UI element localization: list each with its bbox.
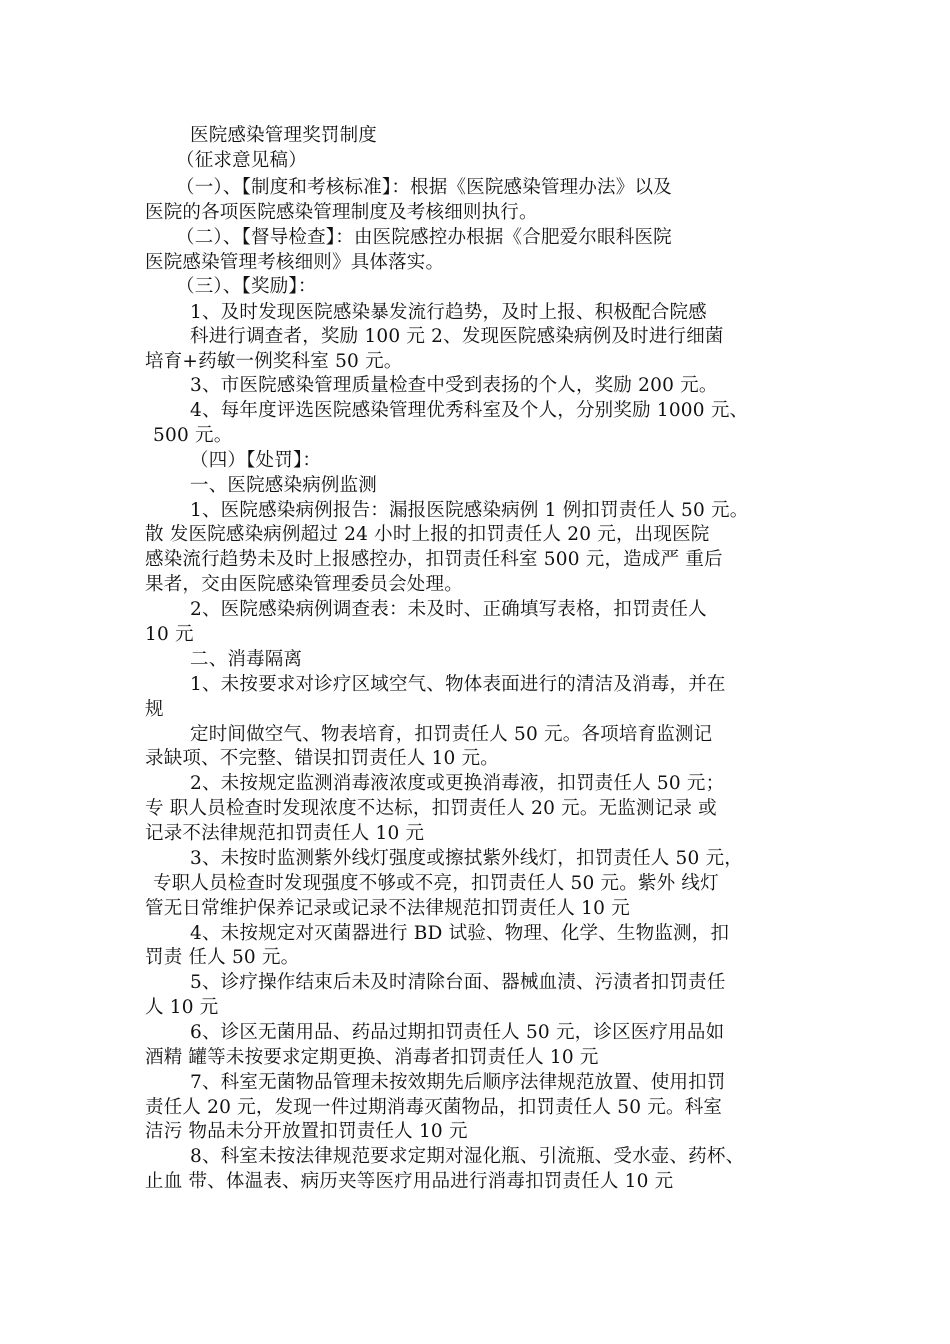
text-line: 3、市医院感染管理质量检查中受到表扬的个人，奖励 200 元。: [190, 375, 718, 396]
text-line: 7、科室无菌物品管理未按效期先后顺序法律规范放置、使用扣罚: [190, 1072, 726, 1093]
text-line: 录缺项、不完整、错误扣罚责任人 10 元。: [145, 748, 500, 769]
text-line: （四）【处罚】：: [190, 450, 322, 471]
text-line: 洁污 物品未分开放置扣罚责任人 10 元: [145, 1121, 468, 1142]
text-line: （二）、【督导检查】：由医院感控办根据《合肥爱尔眼科医院: [176, 227, 672, 248]
text-line: 果者，交由医院感染管理委员会处理。: [145, 574, 463, 595]
text-line: 专 职人员检查时发现浓度不达标，扣罚责任人 20 元。无监测记录 或: [145, 798, 717, 819]
section-heading: 一、医院感染病例监测: [190, 475, 378, 496]
text-line: 3、未按时监测紫外线灯强度或擦拭紫外线灯，扣罚责任人 50 元，: [190, 848, 743, 869]
text-line: 1、医院感染病例报告：漏报医院感染病例 1 例扣罚责任人 50 元。: [190, 500, 749, 521]
text-line: 医院感染管理考核细则》具体落实。: [145, 252, 445, 273]
text-line: 500 元。: [153, 425, 233, 446]
text-line: 医院的各项医院感染管理制度及考核细则执行。: [145, 202, 538, 223]
text-line: 8、科室未按法律规范要求定期对湿化瓶、引流瓶、受水壶、药杯、: [190, 1146, 745, 1167]
text-line: 酒精 罐等未按要求定期更换、消毒者扣罚责任人 10 元: [145, 1047, 599, 1068]
text-line: 2、未按规定监测消毒液浓度或更换消毒液，扣罚责任人 50 元；: [190, 773, 725, 794]
text-line: 专职人员检查时发现强度不够或不亮，扣罚责任人 50 元。紫外 线灯: [153, 873, 719, 894]
text-line: 1、及时发现医院感染暴发流行趋势，及时上报、积极配合院感: [190, 302, 707, 323]
text-line: 2、医院感染病例调查表：未及时、正确填写表格，扣罚责任人: [190, 599, 707, 620]
text-line: 管无日常维护保养记录或记录不法律规范扣罚责任人 10 元: [145, 898, 630, 919]
text-line: 人 10 元: [145, 997, 219, 1018]
text-line: 科进行调查者，奖励 100 元 2、发现医院感染病例及时进行细菌: [190, 326, 724, 347]
text-line: 责任人 20 元，发现一件过期消毒灭菌物品，扣罚责任人 50 元。科室: [145, 1097, 723, 1118]
text-line: 4、未按规定对灭菌器进行 BD 试验、物理、化学、生物监测，扣: [190, 923, 730, 944]
document-subtitle: （征求意见稿）: [176, 150, 307, 171]
text-line: 记录不法律规范扣罚责任人 10 元: [145, 823, 425, 844]
text-line: 规: [145, 699, 164, 720]
text-line: 感染流行趋势未及时上报感控办，扣罚责任科室 500 元，造成严 重后: [145, 549, 723, 570]
text-line: 散 发医院感染病例超过 24 小时上报的扣罚责任人 20 元，出现医院: [145, 524, 710, 545]
text-line: 培育+药敏一例奖科室 50 元。: [145, 351, 403, 372]
document-title: 医院感染管理奖罚制度: [190, 125, 378, 146]
text-line: 止血 带、体温表、病历夹等医疗用品进行消毒扣罚责任人 10 元: [145, 1171, 674, 1192]
text-line: 定时间做空气、物表培育，扣罚责任人 50 元。各项培育监测记: [190, 724, 713, 745]
text-line: 5、诊疗操作结束后未及时清除台面、器械血渍、污渍者扣罚责任: [190, 972, 726, 993]
section-heading: 二、消毒隔离: [190, 649, 303, 670]
text-line: 1、未按要求对诊疗区域空气、物体表面进行的清洁及消毒，并在: [190, 674, 726, 695]
text-line: 10 元: [145, 624, 194, 645]
text-line: 6、诊区无菌用品、药品过期扣罚责任人 50 元，诊区医疗用品如: [190, 1022, 725, 1043]
text-line: 4、每年度评选医院感染管理优秀科室及个人，分别奖励 1000 元、: [190, 400, 749, 421]
text-line: （一）、【制度和考核标准】：根据《医院感染管理办法》以及: [176, 177, 672, 198]
text-line: 罚责 任人 50 元。: [145, 947, 300, 968]
text-line: （三）、【奖励】：: [176, 276, 317, 297]
